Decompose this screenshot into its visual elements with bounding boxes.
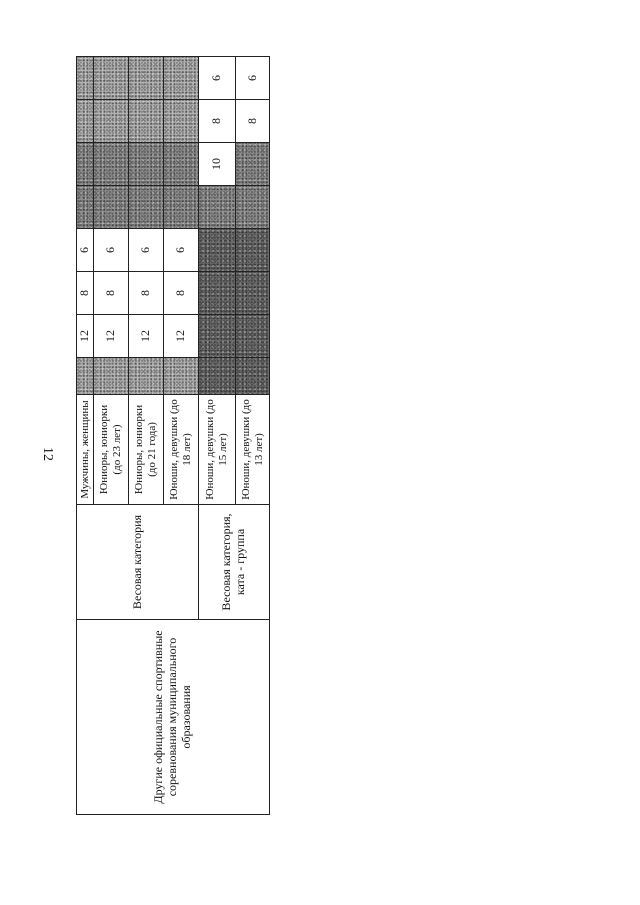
shaded-cell [199,358,236,395]
category-cell: Весовая категория, ката - группа [199,505,270,620]
points-cell: 8 [164,272,199,315]
shaded-cell [236,186,270,229]
points-cell: 8 [77,272,94,315]
shaded-cell [94,358,129,395]
points-cell: 10 [199,143,236,186]
shaded-cell [77,358,94,395]
table-rotation-wrapper [76,75,269,815]
shaded-cell [164,186,199,229]
shaded-cell [164,143,199,186]
shaded-cell [236,358,270,395]
shaded-cell [164,358,199,395]
points-cell: 8 [129,272,164,315]
shaded-cell [77,57,94,100]
points-cell: 12 [77,315,94,358]
shaded-cell [94,143,129,186]
shaded-cell [236,272,270,315]
age-group-cell: Юноши, девушки (до 18 лет) [164,395,199,505]
category-cell: Весовая категория [77,505,199,620]
points-cell: 6 [199,57,236,100]
shaded-cell [199,186,236,229]
points-cell: 12 [94,315,129,358]
age-group-cell: Мужчины, женщины [77,395,94,505]
points-cell: 12 [129,315,164,358]
points-cell: 6 [164,229,199,272]
points-cell: 8 [94,272,129,315]
rotated-table-area [76,75,269,815]
shaded-cell [94,57,129,100]
shaded-cell [77,186,94,229]
event-label-cell: Другие официальные спортивные соревнования муниципального образования [77,620,270,815]
shaded-cell [164,100,199,143]
shaded-cell [199,229,236,272]
shaded-cell [236,229,270,272]
age-group-cell: Юниоры, юниорки (до 23 лет) [94,395,129,505]
shaded-cell [129,57,164,100]
shaded-cell [94,186,129,229]
points-cell: 6 [94,229,129,272]
shaded-cell [236,143,270,186]
points-cell: 8 [236,100,270,143]
points-cell: 6 [77,229,94,272]
points-cell: 6 [129,229,164,272]
points-cell: 12 [164,315,199,358]
age-group-cell: Юниоры, юниорки (до 21 года) [129,395,164,505]
competition-points-table [76,56,270,815]
page-number: 12 [40,447,55,461]
table-row [77,57,94,815]
age-group-cell: Юноши, девушки (до 13 лет) [236,395,270,505]
shaded-cell [129,100,164,143]
age-group-cell: Юноши, девушки (до 15 лет) [199,395,236,505]
points-cell: 6 [236,57,270,100]
shaded-cell [77,100,94,143]
points-cell: 8 [199,100,236,143]
shaded-cell [129,358,164,395]
shaded-cell [94,100,129,143]
shaded-cell [129,186,164,229]
shaded-cell [164,57,199,100]
shaded-cell [77,143,94,186]
shaded-cell [199,272,236,315]
shaded-cell [129,143,164,186]
shaded-cell [236,315,270,358]
shaded-cell [199,315,236,358]
